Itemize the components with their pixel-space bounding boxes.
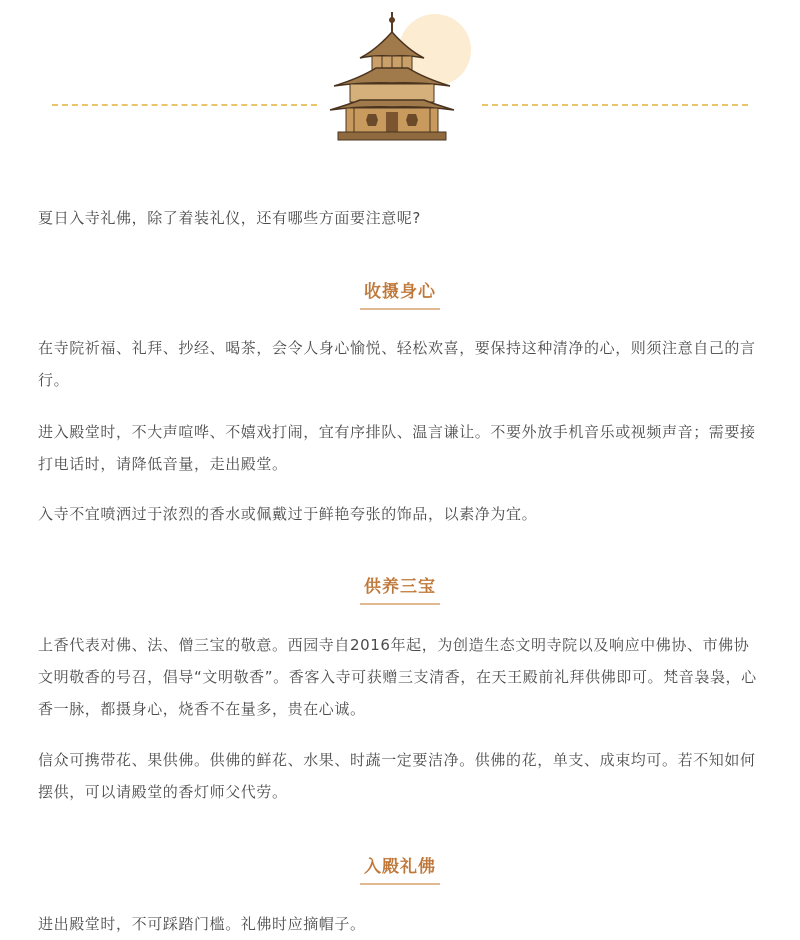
paragraph: 进入殿堂时，不大声喧哗、不嬉戏打闹，宜有序排队、温言谦让。不要外放手机音乐或视频声音；需要接打电话时，请降低音量，走出殿堂。 bbox=[38, 423, 756, 473]
paragraph: 上香代表对佛、法、僧三宝的敬意。西园寺自2016年起，为创造生态文明寺院以及响应中佛协、市佛协文明敬香的号召，倡导“文明敬香”。香客入寺可获赠三支清香，在天王殿前礼拜供佛即可。梵音袅袅，心香一脉，都摄身心，烧香不在量多，贵在心诚。 bbox=[38, 636, 757, 718]
decorative-dashed-line-right bbox=[482, 104, 748, 106]
pagoda-illustration bbox=[320, 8, 480, 144]
section-heading-3 bbox=[0, 852, 800, 885]
section-title: 入殿礼佛 bbox=[360, 852, 440, 885]
header-banner bbox=[0, 0, 800, 150]
paragraph: 入寺不宜喷洒过于浓烈的香水或佩戴过于鲜艳夸张的饰品，以素净为宜。 bbox=[38, 505, 538, 523]
section-heading-1 bbox=[0, 277, 800, 310]
paragraph: 信众可携带花、果供佛。供佛的鲜花、水果、时蔬一定要洁净。供佛的花，单支、成束均可。若不知如何摆供，可以请殿堂的香灯师父代劳。 bbox=[38, 751, 756, 801]
paragraph: 在寺院祈福、礼拜、抄经、喝茶，会令人身心愉悦、轻松欢喜，要保持这种清净的心，则须注意自己的言行。 bbox=[38, 339, 756, 389]
paragraph: 进出殿堂时，不可踩踏门槛。礼佛时应摘帽子。 bbox=[38, 915, 366, 933]
section-heading-2 bbox=[0, 572, 800, 605]
decorative-dashed-line-left bbox=[52, 104, 317, 106]
section-title: 供养三宝 bbox=[360, 572, 440, 605]
intro-text: 夏日入寺礼佛，除了着装礼仪，还有哪些方面要注意呢? bbox=[38, 209, 421, 227]
section-title: 收摄身心 bbox=[360, 277, 440, 310]
